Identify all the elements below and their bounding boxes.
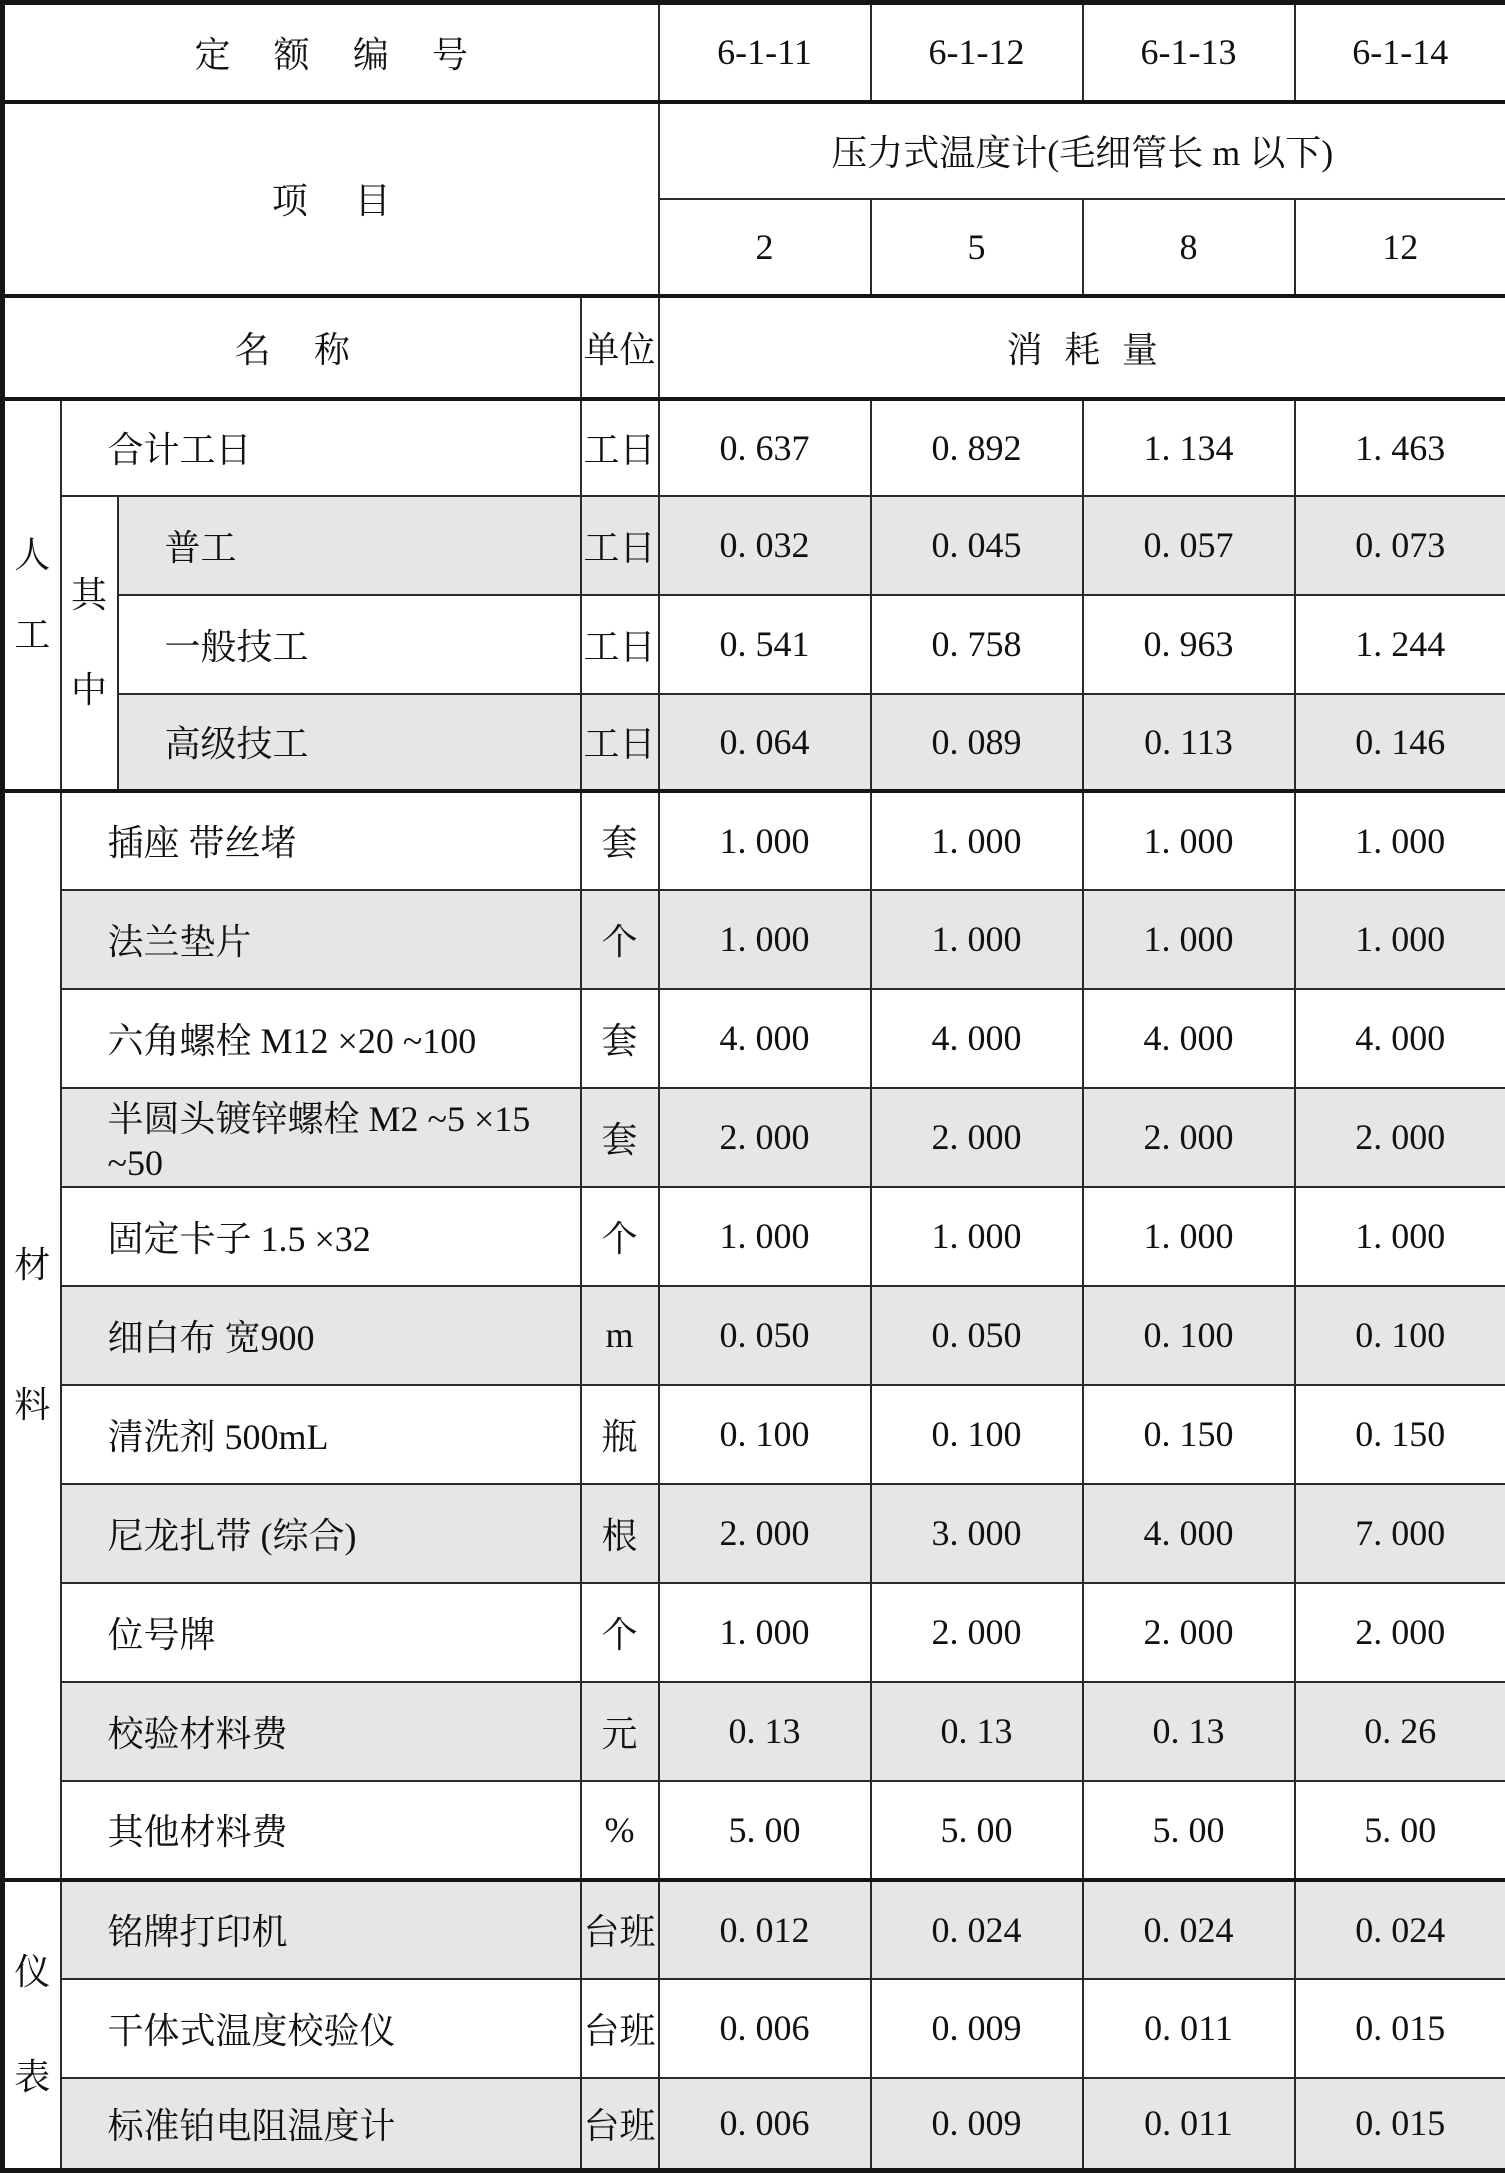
table-row xyxy=(3,1088,1505,1187)
table-row xyxy=(3,694,1505,791)
table-row xyxy=(3,791,1505,890)
value-cell: 1. 000 xyxy=(1083,1187,1295,1286)
value-cell: 3. 000 xyxy=(871,1484,1083,1583)
row-name-cell: 合计工日 xyxy=(61,399,581,496)
value-cell: 2. 000 xyxy=(871,1583,1083,1682)
value-cell: 0. 032 xyxy=(659,496,871,595)
value-cell: 4. 000 xyxy=(871,989,1083,1088)
value-cell: 4. 000 xyxy=(1083,1484,1295,1583)
value-cell: 4. 000 xyxy=(1083,989,1295,1088)
value-cell: 0. 009 xyxy=(871,2078,1083,2171)
value-cell: 4. 000 xyxy=(659,989,871,1088)
value-cell: 0. 015 xyxy=(1295,2078,1505,2171)
table-row xyxy=(3,399,1505,496)
value-cell: 5. 00 xyxy=(1295,1781,1505,1880)
item-group-title: 压力式温度计(毛细管长 m 以下) xyxy=(659,102,1505,199)
table-row xyxy=(3,1781,1505,1880)
quota-code: 6-1-13 xyxy=(1083,3,1295,102)
value-cell: 0. 113 xyxy=(1083,694,1295,791)
table-row xyxy=(3,1286,1505,1385)
quota-no-label: 定额编号 xyxy=(3,3,659,102)
unit-cell: 个 xyxy=(581,890,659,989)
unit-cell: 台班 xyxy=(581,1880,659,1979)
unit-cell: 个 xyxy=(581,1583,659,1682)
value-cell: 2. 000 xyxy=(1295,1088,1505,1187)
value-cell: 0. 150 xyxy=(1295,1385,1505,1484)
value-cell: 1. 244 xyxy=(1295,595,1505,694)
table-row xyxy=(3,1583,1505,1682)
row-name-cell: 干体式温度校验仪 xyxy=(61,1979,581,2078)
value-cell: 0. 073 xyxy=(1295,496,1505,595)
value-cell: 0. 13 xyxy=(659,1682,871,1781)
value-cell: 0. 045 xyxy=(871,496,1083,595)
value-cell: 2. 000 xyxy=(1083,1583,1295,1682)
group-label-instrument: 仪表 xyxy=(3,1880,61,2171)
value-cell: 1. 463 xyxy=(1295,399,1505,496)
value-cell: 1. 000 xyxy=(1295,1187,1505,1286)
row-name-cell: 插座 带丝堵 xyxy=(61,791,581,890)
group-label-labor: 人工 xyxy=(3,399,61,791)
header-row-item-title xyxy=(3,102,1505,199)
row-name-cell: 高级技工 xyxy=(118,694,581,791)
unit-cell: 工日 xyxy=(581,399,659,496)
item-label: 项目 xyxy=(3,102,659,296)
value-cell: 7. 000 xyxy=(1295,1484,1505,1583)
value-cell: 4. 000 xyxy=(1295,989,1505,1088)
table-row xyxy=(3,496,1505,595)
table-row xyxy=(3,595,1505,694)
row-name-cell: 法兰垫片 xyxy=(61,890,581,989)
table-row xyxy=(3,890,1505,989)
capillary-length: 2 xyxy=(659,199,871,296)
value-cell: 1. 000 xyxy=(1083,890,1295,989)
row-name-cell: 一般技工 xyxy=(118,595,581,694)
unit-cell: 根 xyxy=(581,1484,659,1583)
value-cell: 2. 000 xyxy=(659,1484,871,1583)
value-cell: 0. 057 xyxy=(1083,496,1295,595)
value-cell: 1. 000 xyxy=(871,890,1083,989)
unit-cell: m xyxy=(581,1286,659,1385)
header-row-columns xyxy=(3,296,1505,399)
header-row-quota-codes xyxy=(3,3,1505,102)
row-name-cell: 尼龙扎带 (综合) xyxy=(61,1484,581,1583)
value-cell: 0. 089 xyxy=(871,694,1083,791)
capillary-length: 12 xyxy=(1295,199,1505,296)
value-cell: 2. 000 xyxy=(1295,1583,1505,1682)
table-row xyxy=(3,1979,1505,2078)
value-cell: 0. 050 xyxy=(659,1286,871,1385)
unit-cell: 工日 xyxy=(581,496,659,595)
quota-code: 6-1-12 xyxy=(871,3,1083,102)
value-cell: 0. 050 xyxy=(871,1286,1083,1385)
table-row xyxy=(3,989,1505,1088)
quota-code: 6-1-14 xyxy=(1295,3,1505,102)
row-name-cell: 半圆头镀锌螺栓 M2 ~5 ×15 ~50 xyxy=(61,1088,581,1187)
value-cell: 0. 024 xyxy=(1295,1880,1505,1979)
value-cell: 1. 000 xyxy=(871,1187,1083,1286)
value-cell: 0. 015 xyxy=(1295,1979,1505,2078)
unit-cell: 台班 xyxy=(581,2078,659,2171)
row-name-cell: 位号牌 xyxy=(61,1583,581,1682)
row-name-cell: 标准铂电阻温度计 xyxy=(61,2078,581,2171)
value-cell: 0. 024 xyxy=(871,1880,1083,1979)
value-cell: 0. 150 xyxy=(1083,1385,1295,1484)
unit-cell: 元 xyxy=(581,1682,659,1781)
value-cell: 0. 006 xyxy=(659,2078,871,2171)
value-cell: 0. 100 xyxy=(1083,1286,1295,1385)
table-row xyxy=(3,1187,1505,1286)
value-cell: 0. 064 xyxy=(659,694,871,791)
value-cell: 0. 963 xyxy=(1083,595,1295,694)
row-name-cell: 普工 xyxy=(118,496,581,595)
table-row xyxy=(3,1880,1505,1979)
value-cell: 1. 000 xyxy=(1295,890,1505,989)
value-cell: 0. 006 xyxy=(659,1979,871,2078)
value-cell: 2. 000 xyxy=(871,1088,1083,1187)
unit-cell: 工日 xyxy=(581,694,659,791)
value-cell: 0. 13 xyxy=(1083,1682,1295,1781)
table-row xyxy=(3,1385,1505,1484)
unit-cell: 套 xyxy=(581,791,659,890)
consumption-column-label: 消耗量 xyxy=(659,296,1505,399)
value-cell: 2. 000 xyxy=(659,1088,871,1187)
unit-cell: 个 xyxy=(581,1187,659,1286)
value-cell: 0. 146 xyxy=(1295,694,1505,791)
unit-cell: 工日 xyxy=(581,595,659,694)
row-name-cell: 六角螺栓 M12 ×20 ~100 xyxy=(61,989,581,1088)
value-cell: 0. 637 xyxy=(659,399,871,496)
value-cell: 0. 100 xyxy=(1295,1286,1505,1385)
unit-cell: % xyxy=(581,1781,659,1880)
value-cell: 0. 13 xyxy=(871,1682,1083,1781)
value-cell: 0. 024 xyxy=(1083,1880,1295,1979)
value-cell: 1. 000 xyxy=(659,890,871,989)
value-cell: 1. 000 xyxy=(1295,791,1505,890)
table-row xyxy=(3,1682,1505,1781)
value-cell: 1. 000 xyxy=(659,1187,871,1286)
value-cell: 1. 000 xyxy=(659,1583,871,1682)
value-cell: 0. 009 xyxy=(871,1979,1083,2078)
value-cell: 0. 541 xyxy=(659,595,871,694)
unit-cell: 台班 xyxy=(581,1979,659,2078)
value-cell: 5. 00 xyxy=(871,1781,1083,1880)
row-name-cell: 清洗剂 500mL xyxy=(61,1385,581,1484)
row-name-cell: 固定卡子 1.5 ×32 xyxy=(61,1187,581,1286)
value-cell: 2. 000 xyxy=(1083,1088,1295,1187)
value-cell: 5. 00 xyxy=(1083,1781,1295,1880)
value-cell: 5. 00 xyxy=(659,1781,871,1880)
unit-cell: 套 xyxy=(581,989,659,1088)
capillary-length: 5 xyxy=(871,199,1083,296)
value-cell: 1. 000 xyxy=(871,791,1083,890)
value-cell: 0. 758 xyxy=(871,595,1083,694)
table-row xyxy=(3,1484,1505,1583)
row-name-cell: 校验材料费 xyxy=(61,1682,581,1781)
row-name-cell: 铭牌打印机 xyxy=(61,1880,581,1979)
table-row xyxy=(3,2078,1505,2171)
unit-column-label: 单位 xyxy=(581,296,659,399)
unit-cell: 套 xyxy=(581,1088,659,1187)
row-name-cell: 细白布 宽900 xyxy=(61,1286,581,1385)
value-cell: 0. 26 xyxy=(1295,1682,1505,1781)
name-column-label: 名称 xyxy=(3,296,581,399)
value-cell: 0. 011 xyxy=(1083,1979,1295,2078)
capillary-length: 8 xyxy=(1083,199,1295,296)
row-name-cell: 其他材料费 xyxy=(61,1781,581,1880)
value-cell: 1. 000 xyxy=(1083,791,1295,890)
value-cell: 0. 892 xyxy=(871,399,1083,496)
group-label-material: 材料 xyxy=(3,791,61,1880)
value-cell: 0. 100 xyxy=(659,1385,871,1484)
unit-cell: 瓶 xyxy=(581,1385,659,1484)
quota-code: 6-1-11 xyxy=(659,3,871,102)
value-cell: 0. 011 xyxy=(1083,2078,1295,2171)
value-cell: 1. 134 xyxy=(1083,399,1295,496)
value-cell: 0. 100 xyxy=(871,1385,1083,1484)
value-cell: 0. 012 xyxy=(659,1880,871,1979)
group-label-among: 其中 xyxy=(61,496,118,791)
value-cell: 1. 000 xyxy=(659,791,871,890)
